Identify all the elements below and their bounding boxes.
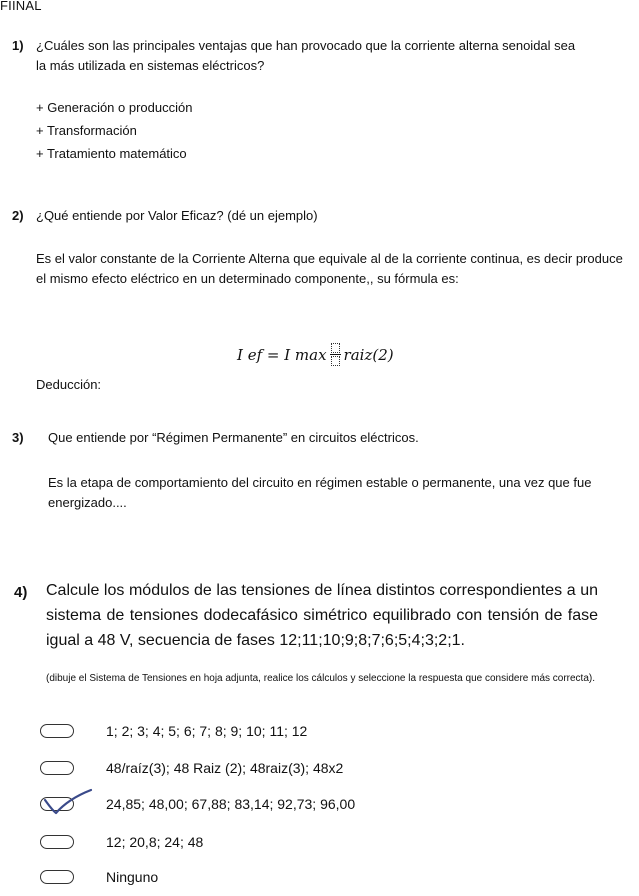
- question-1-answer-1: + Generación o producción: [36, 100, 193, 115]
- option-1-radio[interactable]: [40, 724, 74, 738]
- fraction-placeholder: [330, 343, 341, 366]
- question-2-answer: Es el valor constante de la Corriente Alterna que equivale al de la corriente continua, es decir produce el mismo efecto eléctrico en un determinado componente,, su fórmula es:: [36, 251, 623, 286]
- question-1-answer-3: + Tratamiento matemático: [36, 146, 187, 161]
- handwritten-check-icon: [39, 788, 97, 818]
- option-2-radio[interactable]: [40, 761, 74, 775]
- option-2[interactable]: [40, 760, 343, 776]
- option-5-radio[interactable]: [40, 870, 74, 884]
- question-3-answer: Es la etapa de comportamiento del circuito en régimen estable o permanente, una vez que fue energizado....: [48, 475, 592, 510]
- question-1-text: ¿Cuáles son las principales ventajas que han provocado que la corriente alterna senoidal sea la más utilizada en sistemas eléctricos?: [36, 38, 576, 73]
- formula-left: I ef = I max: [237, 345, 327, 364]
- option-5-label: Ninguno: [106, 869, 159, 885]
- option-1-label: 1; 2; 3; 4; 5; 6; 7; 8; 9; 10; 11; 12: [106, 723, 308, 739]
- question-3-number: 3): [12, 430, 24, 445]
- question-1-answer-2: + Transformación: [36, 123, 137, 138]
- question-1-number: 1): [12, 38, 24, 53]
- formula-right: raiz(2): [343, 345, 394, 364]
- question-4-note: (dibuje el Sistema de Tensiones en hoja adjunta, realice los cálculos y seleccione la respuesta que considere más correcta).: [46, 673, 596, 684]
- option-2-label: 48/raíz(3); 48 Raiz (2); 48raiz(3); 48x2: [106, 760, 344, 776]
- option-4-label: 12; 20,8; 24; 48: [106, 834, 204, 850]
- document-header: FIINAL: [0, 0, 42, 13]
- rms-formula: [237, 343, 394, 366]
- option-5[interactable]: [40, 869, 158, 885]
- question-3-text: Que entiende por “Régimen Permanente” en circuitos eléctricos.: [48, 430, 419, 445]
- option-3-radio[interactable]: [40, 797, 74, 811]
- option-3[interactable]: [40, 796, 355, 812]
- deduction-label: Deducción:: [36, 377, 102, 392]
- option-3-label: 24,85; 48,00; 67,88; 83,14; 92,73; 96,00: [106, 796, 356, 812]
- question-2-number: 2): [12, 208, 24, 223]
- question-2-text: ¿Qué entiende por Valor Eficaz? (dé un ejemplo): [36, 208, 318, 223]
- option-4[interactable]: [40, 834, 203, 850]
- option-1[interactable]: [40, 723, 307, 739]
- option-4-radio[interactable]: [40, 835, 74, 849]
- question-4-number: 4): [14, 584, 28, 601]
- question-4-text: Calcule los módulos de las tensiones de línea distintos correspondientes a un sistema de tensiones dodecafásico simétrico equilibrado con tensión de fase igual a 48 V, secuencia de fases 12;11;10;9;8;7;6;5;4;3;2;1.: [46, 582, 598, 649]
